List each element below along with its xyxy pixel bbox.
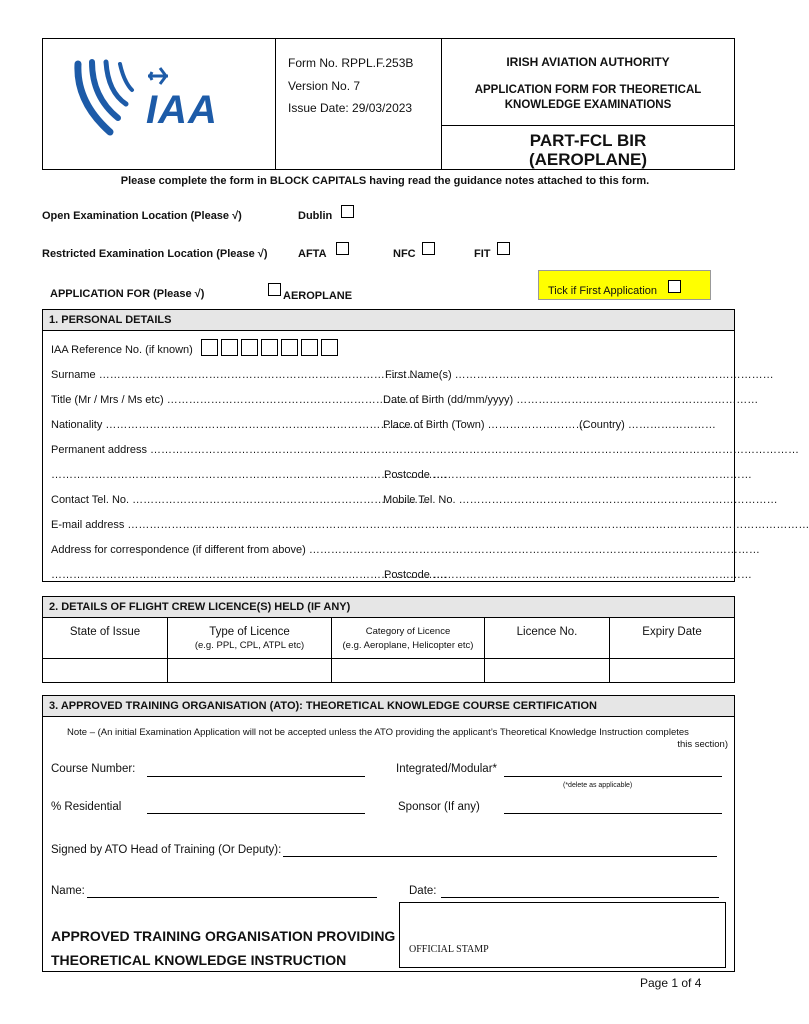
- first-application-checkbox[interactable]: [668, 280, 681, 293]
- ref-box-5[interactable]: [281, 339, 298, 356]
- col-type-label: Type of Licence: [209, 626, 290, 638]
- surname-field[interactable]: Surname ………………………………………………………………………………: [51, 369, 429, 381]
- integrated-modular-label: Integrated/Modular*: [396, 763, 498, 775]
- ref-box-6[interactable]: [301, 339, 318, 356]
- corr-postcode-field[interactable]: Postcode ……………………………………………………………………………: [384, 569, 752, 581]
- col-licence-no-label: Licence No.: [516, 626, 578, 638]
- header-divider-1: [275, 38, 276, 170]
- official-stamp-label: OFFICIAL STAMP: [409, 944, 489, 955]
- title-field[interactable]: Title (Mr / Mrs / Ms etc) ……………………………………………………………: [51, 394, 420, 406]
- issue-date: Issue Date: 29/03/2023: [288, 101, 413, 115]
- col-category-example: (e.g. Aeroplane, Helicopter etc): [342, 640, 474, 651]
- email-field[interactable]: E-mail address ……………………………………………………………………………………………………………………………………………………………………: [51, 519, 809, 531]
- ref-box-7[interactable]: [321, 339, 338, 356]
- address-line2-field[interactable]: ………………………………………………………………………………………………: [51, 469, 447, 481]
- col-state: [43, 618, 168, 682]
- first-application-label: Tick if First Application: [548, 285, 658, 297]
- name-input[interactable]: [87, 897, 377, 898]
- restricted-location-label: Restricted Examination Location (Please √): [42, 248, 268, 260]
- ref-box-3[interactable]: [241, 339, 258, 356]
- dublin-label: Dublin: [298, 210, 333, 222]
- correspondence-address-field[interactable]: Address for correspondence (if different from above) ……………………………………………………………………………………………………………: [51, 544, 760, 556]
- licences-title: 2. DETAILS OF FLIGHT CREW LICENCE(S) HELD (IF ANY): [43, 597, 734, 618]
- col-category: [332, 618, 485, 682]
- sponsor-input[interactable]: [504, 813, 722, 814]
- col-type: [168, 618, 332, 682]
- part-title-line1: PART-FCL BIR: [529, 131, 647, 150]
- application-for-label: APPLICATION FOR (Please √): [50, 288, 205, 300]
- licences-row-divider: [43, 658, 734, 659]
- personal-details-title: 1. PERSONAL DETAILS: [43, 310, 734, 331]
- afta-label: AFTA: [298, 248, 327, 260]
- aeroplane-label: AEROPLANE: [283, 290, 353, 302]
- col-type-example: (e.g. PPL, CPL, ATPL etc): [194, 640, 305, 651]
- signature-input[interactable]: [283, 856, 717, 857]
- ato-note-line2: this section): [677, 739, 728, 750]
- sponsor-label: Sponsor (If any): [398, 801, 480, 813]
- country-field[interactable]: (Country) ……………………: [579, 419, 716, 431]
- iaa-ref-label: IAA Reference No. (if known): [51, 344, 193, 356]
- postcode-field[interactable]: Postcode ……………………………………………………………………………: [384, 469, 752, 481]
- date-label: Date:: [409, 885, 437, 897]
- logo-text: IAA: [146, 88, 218, 132]
- date-input[interactable]: [441, 897, 719, 898]
- afta-checkbox[interactable]: [336, 242, 349, 255]
- instruction-text: Please complete the form in BLOCK CAPITALS having read the guidance notes attached to this form.: [120, 175, 650, 187]
- form-number: Form No. RPPL.F.253B: [288, 56, 414, 70]
- delete-note: (*delete as applicable): [563, 782, 633, 789]
- personal-details-section: [42, 309, 809, 582]
- fit-label: FIT: [474, 248, 491, 260]
- part-title-line2: (AEROPLANE): [528, 150, 648, 169]
- residential-label: % Residential: [51, 801, 122, 813]
- nfc-label: NFC: [393, 248, 416, 260]
- official-stamp-box: [399, 902, 726, 968]
- signed-by-label: Signed by ATO Head of Training (Or Deputy):: [51, 844, 282, 856]
- ato-providing-line1: APPROVED TRAINING ORGANISATION PROVIDING: [51, 928, 396, 944]
- ref-box-4[interactable]: [261, 339, 278, 356]
- place-of-birth-field[interactable]: Place of Birth (Town) ………………………: [383, 419, 587, 431]
- nationality-field[interactable]: Nationality ……………………………………………………………………………: [51, 419, 425, 431]
- dob-field[interactable]: Date of Birth (dd/mm/yyyy) …………………………………………………………: [383, 394, 759, 406]
- version-number: Version No. 7: [288, 79, 361, 93]
- form-title-line1: APPLICATION FORM FOR THEORETICAL: [474, 84, 702, 96]
- first-application-box: [538, 270, 711, 300]
- col-expiry: [610, 618, 734, 682]
- ato-note-line1: Note – (An initial Examination Application will not be accepted unless the ATO providing the applicant’s Theoretical Knowledge Instruction completes: [67, 727, 689, 738]
- header-divider-3: [441, 125, 735, 126]
- aeroplane-checkbox[interactable]: [268, 283, 281, 296]
- iaa-logo: [70, 52, 230, 142]
- ato-title: 3. APPROVED TRAINING ORGANISATION (ATO): THEORETICAL KNOWLEDGE COURSE CERTIFICATION: [43, 696, 734, 717]
- permanent-address-field[interactable]: Permanent address ……………………………………………………………………………………………………………………………………………………………: [51, 444, 800, 456]
- fit-checkbox[interactable]: [497, 242, 510, 255]
- residential-input[interactable]: [147, 813, 365, 814]
- ref-box-2[interactable]: [221, 339, 238, 356]
- dublin-checkbox[interactable]: [341, 205, 354, 218]
- course-number-label: Course Number:: [51, 763, 136, 775]
- licences-section: [42, 596, 735, 683]
- col-expiry-label: Expiry Date: [642, 626, 702, 638]
- col-category-label: Category of Licence: [365, 626, 451, 637]
- ato-section: [42, 695, 735, 972]
- contact-tel-field[interactable]: Contact Tel. No. ………………………………………………………………………: [51, 494, 430, 506]
- course-number-input[interactable]: [147, 776, 365, 777]
- ato-providing-line2: THEORETICAL KNOWLEDGE INSTRUCTION: [51, 952, 347, 968]
- form-title-line2: KNOWLEDGE EXAMINATIONS: [504, 99, 672, 111]
- first-names-field[interactable]: First Name(s) ……………………………………………………………………………: [385, 369, 774, 381]
- col-licence-no: [485, 618, 610, 682]
- open-location-label: Open Examination Location (Please √): [42, 210, 242, 222]
- authority-name: IRISH AVIATION AUTHORITY: [506, 55, 670, 69]
- mobile-tel-field[interactable]: Mobile Tel. No. ……………………………………………………………………………: [383, 494, 778, 506]
- integrated-modular-input[interactable]: [504, 776, 722, 777]
- page-number: Page 1 of 4: [640, 976, 702, 990]
- name-label: Name:: [51, 885, 85, 897]
- corr-address-line2-field[interactable]: ………………………………………………………………………………………………: [51, 569, 447, 581]
- nfc-checkbox[interactable]: [422, 242, 435, 255]
- ref-box-1[interactable]: [201, 339, 218, 356]
- col-state-label: State of Issue: [69, 626, 141, 638]
